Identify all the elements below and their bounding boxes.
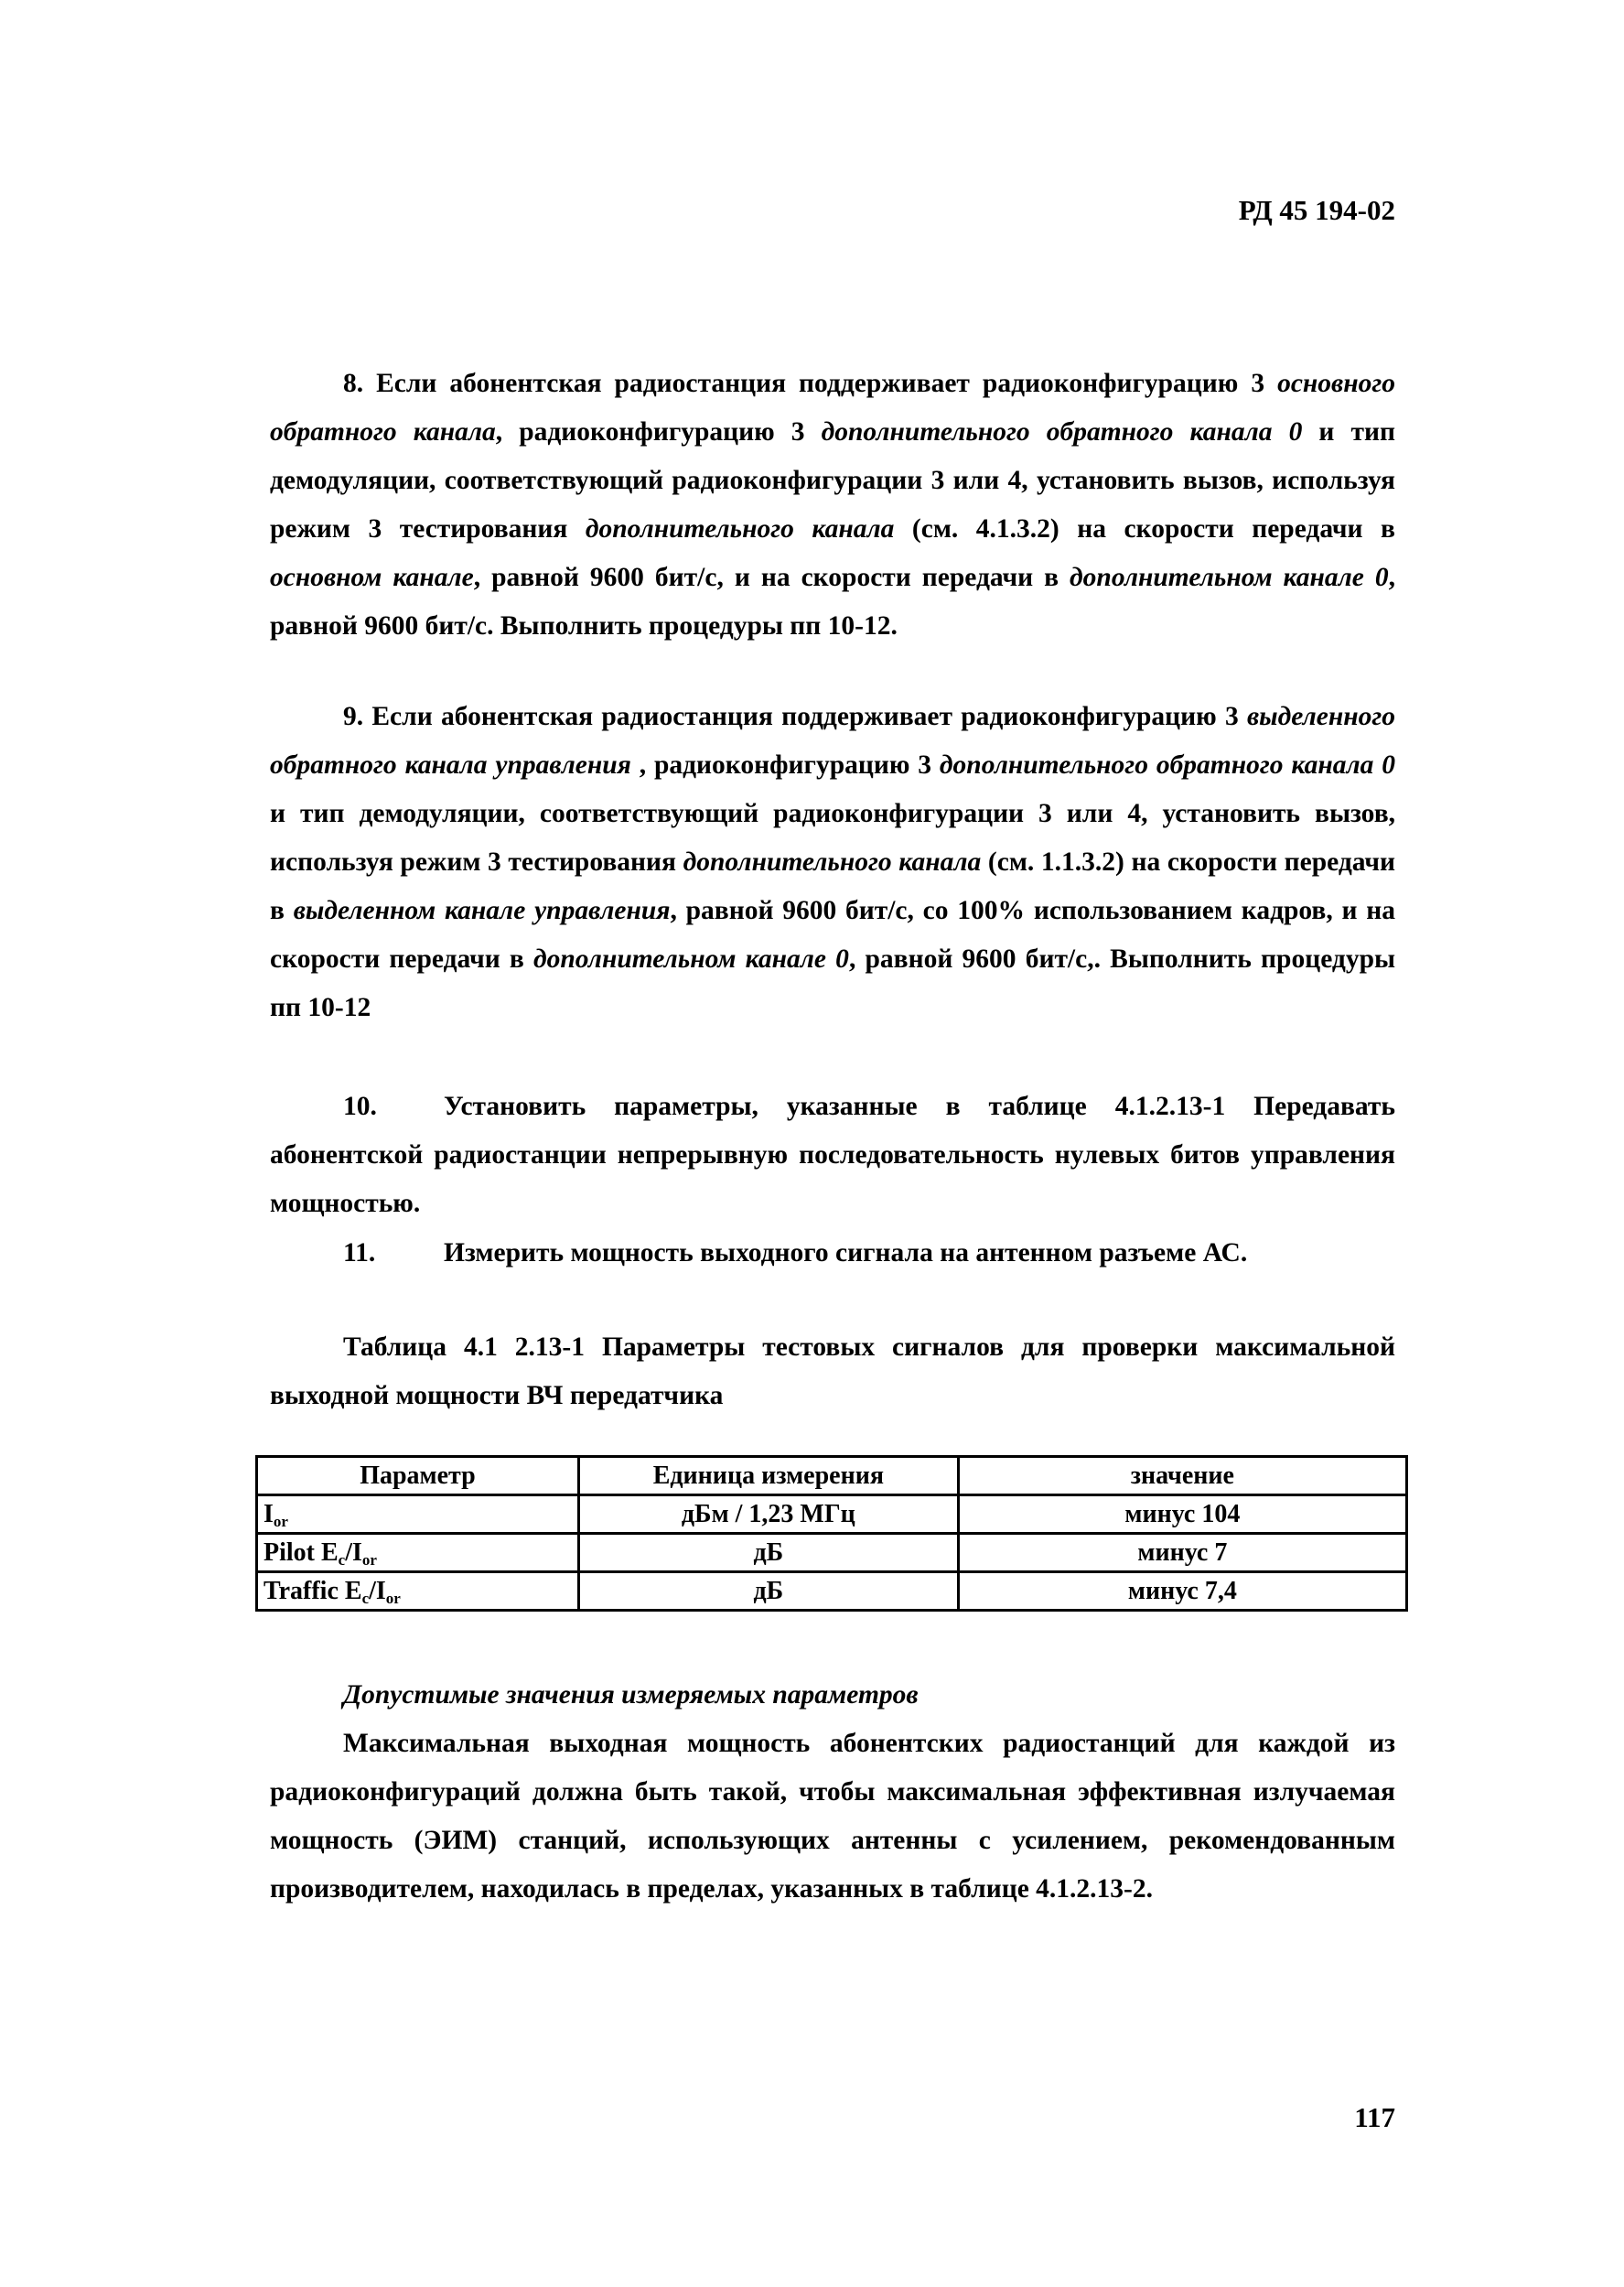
emphasis: выделенного обратного канала управления (270, 702, 1395, 780)
column-header: значение (958, 1457, 1406, 1495)
table-caption: Таблица 4.1 2.13-1 Параметры тестовых сигналов для проверки максимальной выходной мощности ВЧ передатчика (270, 1332, 1395, 1410)
text: , равной 9600 бит/с, со 100% использованием кадров, и на скорости передачи в (270, 896, 1396, 974)
emphasis: дополнительном канале 0 (533, 944, 849, 974)
table-header-row (257, 1457, 1407, 1495)
param-cell: $I_{or}$ (257, 1495, 579, 1534)
emphasis: выделенном канале управления (293, 896, 671, 925)
value-cell: минус 104 (958, 1495, 1406, 1534)
param-cell: Traffic $E_c/I_{or}$ (257, 1572, 579, 1611)
text: и тип демодуляции, соответствующий радиоконфигурации 3 или 4, установить вызов, используя режим 3 тестирования (270, 417, 1396, 544)
text: Установить параметры, указанные в таблице 4.1.2.13-1 Передавать абонентской радиостанции непрерывную последовательность нулевых битов управления мощностью. (270, 1092, 1395, 1218)
paragraph-8 (270, 360, 1395, 651)
item-number: 11. (343, 1238, 376, 1268)
unit-cell: дБ (578, 1534, 958, 1572)
table-row (257, 1534, 1407, 1572)
text: (см. 4.1.3.2) на скорости передачи в (894, 514, 1395, 544)
table-row (257, 1495, 1407, 1534)
paragraph-allowed-values: Максимальная выходная мощность абонентских радиостанций для каждой из радиоконфигураций должна быть такой, чтобы максимальная эффективная излучаемая мощность (ЭИМ) станций, использующих антенны с усилением, рекомендованным производителем, находилась в пределах, указанных в таблице 4.1.2.13-2. (270, 1729, 1395, 1904)
parameters-table (255, 1455, 1408, 1612)
paragraph-9 (270, 693, 1395, 1032)
text: , равной 9600 бит/с,. Выполнить процедуры пп 10-12 (270, 944, 1396, 1022)
text: 8. Если абонентская радиостанция поддерживает радиоконфигурацию 3 (343, 369, 1278, 398)
value-cell: минус 7 (958, 1534, 1406, 1572)
text: , радиоконфигурацию 3 (495, 417, 822, 447)
param-cell: Pilot $E_c/I_{or}$ (257, 1534, 579, 1572)
text: и тип демодуляции, соответствующий радиоконфигурации 3 или 4, установить вызов, используя режим 3 тестирования (270, 799, 1395, 877)
unit-cell: дБ (578, 1572, 958, 1611)
paragraph-11 (270, 1229, 1395, 1278)
page-number: 117 (1354, 2101, 1395, 2133)
paragraph-10 (270, 1083, 1395, 1228)
text: (см. 1.1.3.2) на скорости передачи в (270, 847, 1395, 925)
emphasis: дополнительного обратного канала 0 (939, 750, 1395, 780)
section-heading: Допустимые значения измеряемых параметров (343, 1680, 919, 1710)
text: , радиоконфигурацию 3 (630, 750, 940, 780)
column-header: Параметр (257, 1457, 579, 1495)
column-header: Единица измерения (578, 1457, 958, 1495)
document-code: РД 45 194-02 (1238, 194, 1395, 226)
text: , равной 9600 бит/с. Выполнить процедуры пп 10-12. (270, 563, 1395, 641)
emphasis: дополнительного канала (683, 847, 982, 877)
emphasis: дополнительного обратного канала 0 (821, 417, 1303, 447)
text: 9. Если абонентская радиостанция поддерживает радиоконфигурацию 3 (343, 702, 1247, 731)
emphasis: дополнительного канала (585, 514, 895, 544)
table-row (257, 1572, 1407, 1611)
emphasis: основного обратного канала (270, 369, 1395, 447)
text: , равной 9600 бит/с, и на скорости передачи в (473, 563, 1070, 592)
emphasis: основном канале (270, 563, 474, 592)
value-cell: минус 7,4 (958, 1572, 1406, 1611)
text: Измерить мощность выходного сигнала на антенном разъеме АС. (444, 1238, 1248, 1268)
item-number: 10. (343, 1092, 377, 1121)
emphasis: дополнительном канале 0 (1070, 563, 1389, 592)
unit-cell: дБм / 1,23 МГц (578, 1495, 958, 1534)
